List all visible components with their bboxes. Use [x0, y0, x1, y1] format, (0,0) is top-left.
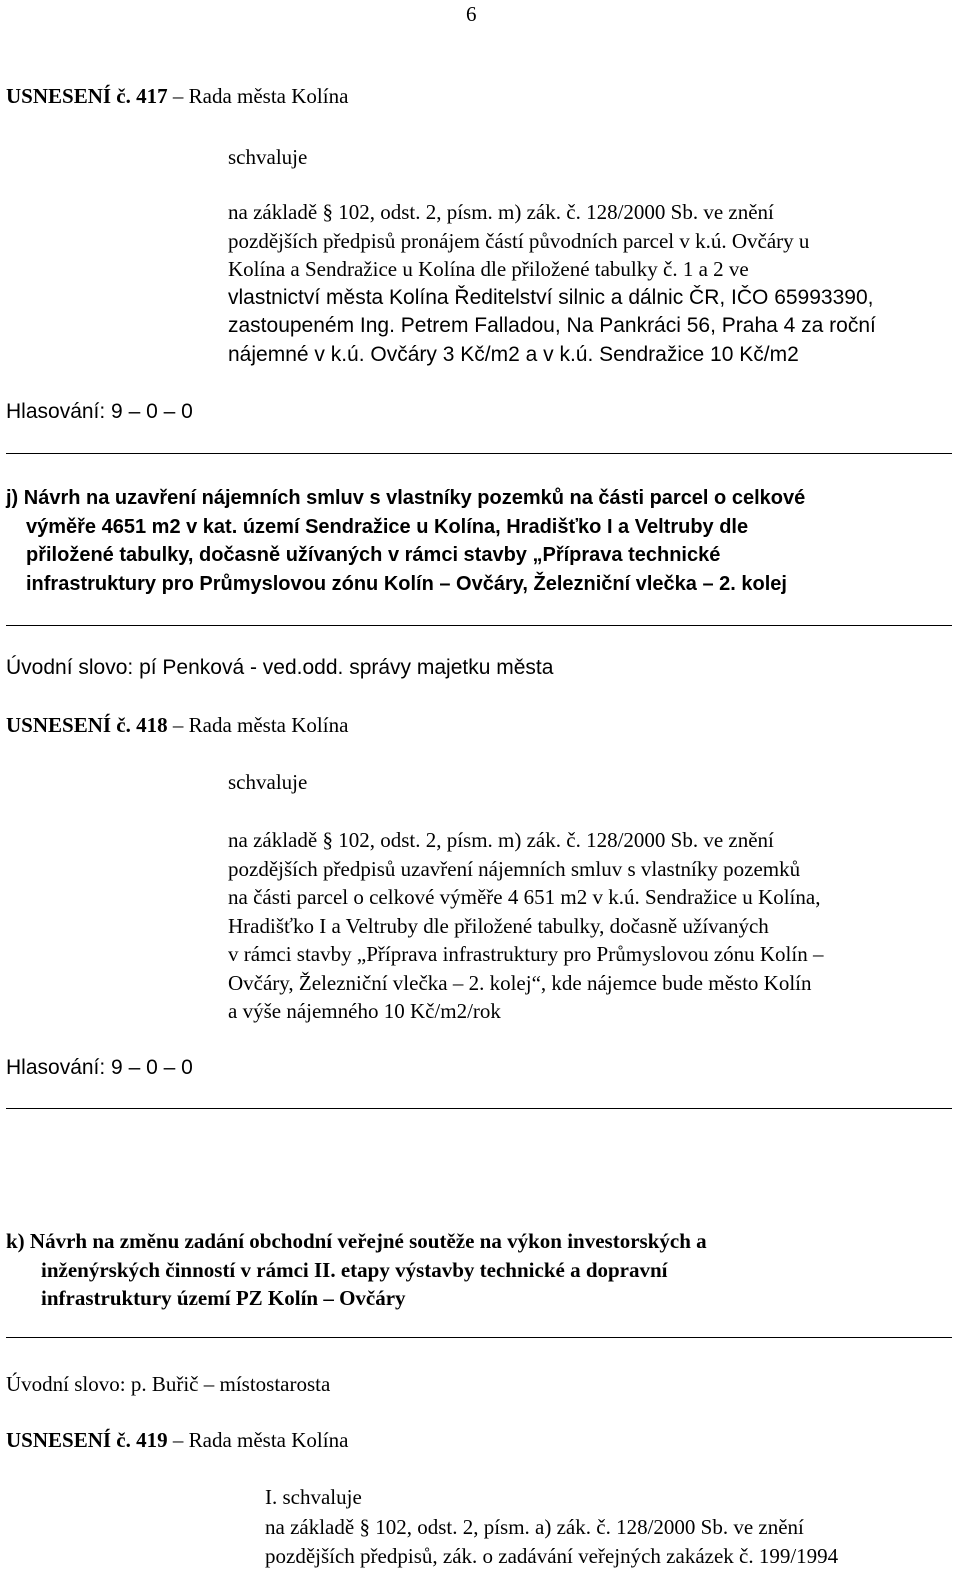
heading-line: infrastruktury pro Průmyslovou zónu Kolín – Ovčáry, Železniční vlečka – 2. kolej: [26, 572, 787, 595]
page-number: 6: [466, 2, 477, 26]
heading-line: výměře 4651 m2 v kat. území Sendražice u Kolína, Hradišťko I a Veltruby dle: [26, 515, 749, 538]
text-line: a výše nájemného 10 Kč/m2/rok: [228, 999, 501, 1023]
divider: [6, 453, 952, 454]
resolution-418-text: [228, 826, 823, 1026]
text-line: Hradišťko I a Veltruby dle přiložené tabulky, dočasně užívaných: [228, 913, 769, 938]
text-line: vlastnictví města Kolína Ředitelství silnic a dálnic ČR, IČO 65993390,: [228, 285, 874, 309]
resolution-418-body: – Rada města Kolína: [167, 713, 349, 737]
resolution-418-number: USNESENÍ č. 418: [6, 713, 168, 737]
text-line: pozdějších předpisů uzavření nájemních smluv s vlastníky pozemků: [228, 856, 801, 881]
resolution-418-verb: schvaluje: [228, 770, 308, 794]
item-j-intro: Úvodní slovo: pí Penková - ved.odd. správy majetku města: [6, 656, 554, 679]
heading-line: inženýrských činností v rámci II. etapy výstavby technické a dopravní: [41, 1257, 668, 1282]
divider: [6, 1108, 952, 1109]
text-line: Ovčáry, Železniční vlečka – 2. kolej“, kde nájemce bude město Kolín: [228, 970, 812, 995]
resolution-418-voting: Hlasování: 9 – 0 – 0: [6, 1056, 193, 1079]
text-line: v rámci stavby „Příprava infrastruktury pro Průmyslovou zónu Kolín –: [228, 942, 824, 966]
item-k-intro: Úvodní slovo: p. Buřič – místostarosta: [6, 1372, 331, 1396]
resolution-417-verb: schvaluje: [228, 145, 308, 169]
heading-line: j) Návrh na uzavření nájemních smluv s vlastníky pozemků na části parcel o celkové: [6, 487, 806, 509]
resolution-418-title: [6, 713, 348, 738]
resolution-417-title: [6, 84, 348, 109]
text-line: nájemné v k.ú. Ovčáry 3 Kč/m2 a v k.ú. Sendražice 10 Kč/m2: [228, 342, 799, 366]
heading-line: infrastruktury území PZ Kolín – Ovčáry: [41, 1286, 406, 1310]
heading-line: přiložené tabulky, dočasně užívaných v rámci stavby „Příprava technické: [26, 544, 721, 566]
resolution-419-title: [6, 1428, 348, 1453]
resolution-419-number: USNESENÍ č. 419: [6, 1428, 168, 1452]
heading-line: k) Návrh na změnu zadání obchodní veřejné soutěže na výkon investorských a: [6, 1229, 707, 1253]
item-j-heading: [6, 484, 805, 598]
text-line: na základě § 102, odst. 2, písm. a) zák. č. 128/2000 Sb. ve znění: [265, 1515, 804, 1539]
text-line: na základě § 102, odst. 2, písm. m) zák. č. 128/2000 Sb. ve znění: [228, 200, 774, 224]
resolution-417-number: USNESENÍ č. 417: [6, 84, 168, 108]
resolution-417-voting: Hlasování: 9 – 0 – 0: [6, 400, 193, 423]
resolution-419-text: [265, 1513, 838, 1570]
resolution-417-body: – Rada města Kolína: [167, 84, 349, 108]
text-line: na části parcel o celkové výměře 4 651 m2 v k.ú. Sendražice u Kolína,: [228, 885, 821, 909]
divider: [6, 1337, 952, 1338]
text-line: zastoupeném Ing. Petrem Falladou, Na Pankráci 56, Praha 4 za roční: [228, 314, 876, 337]
resolution-417-text: [228, 198, 876, 369]
text-line: pozdějších předpisů, zák. o zadávání veřejných zakázek č. 199/1994: [265, 1543, 839, 1568]
resolution-419-body: – Rada města Kolína: [167, 1428, 349, 1452]
text-line: na základě § 102, odst. 2, písm. m) zák. č. 128/2000 Sb. ve znění: [228, 828, 774, 852]
resolution-419-verb: I. schvaluje: [265, 1485, 362, 1509]
item-k-heading: [6, 1227, 707, 1313]
divider: [6, 625, 952, 626]
text-line: Kolína a Sendražice u Kolína dle přiložené tabulky č. 1 a 2 ve: [228, 257, 749, 281]
text-line: pozdějších předpisů pronájem částí původních parcel v k.ú. Ovčáry u: [228, 228, 810, 253]
